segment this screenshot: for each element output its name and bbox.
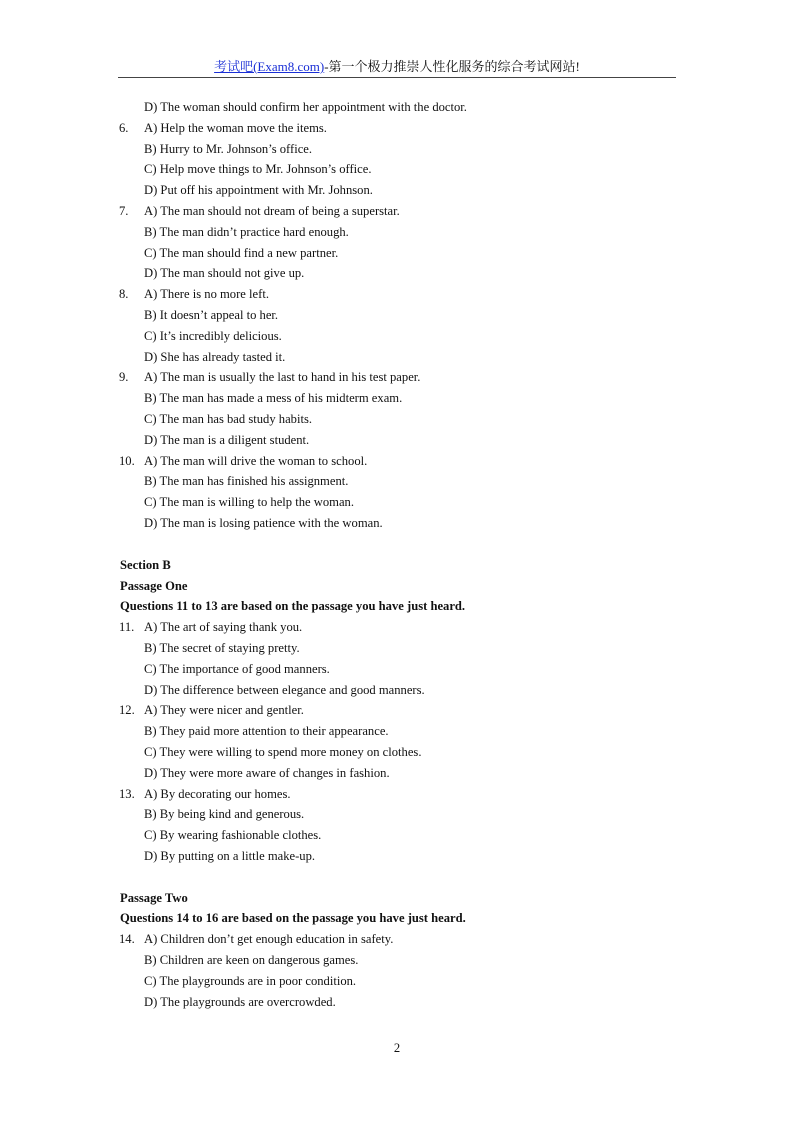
option-text: A) There is no more left. bbox=[144, 287, 269, 302]
option-text: C) The man has bad study habits. bbox=[144, 411, 313, 426]
option-text: D) The playgrounds are overcrowded. bbox=[144, 994, 336, 1009]
spacer bbox=[0, 867, 794, 888]
passage-heading: Passage One bbox=[120, 578, 188, 593]
passage-instructions: Questions 11 to 13 are based on the passage you have just heard. bbox=[120, 599, 466, 614]
question-number: 8. bbox=[119, 287, 129, 302]
passage-heading: Passage Two bbox=[120, 890, 188, 905]
option-text: B) The secret of staying pretty. bbox=[144, 640, 300, 655]
question-number: 13. bbox=[119, 786, 135, 801]
option-text: B) The man has made a mess of his midterm exam. bbox=[144, 391, 403, 406]
option-text: B) It doesn’t appeal to her. bbox=[144, 307, 279, 322]
option-text: D) The difference between elegance and good manners. bbox=[144, 682, 425, 697]
option-text: C) It’s incredibly delicious. bbox=[144, 328, 282, 343]
option-text: A) Children don’t get enough education in safety. bbox=[144, 932, 394, 947]
question-number: 9. bbox=[119, 370, 129, 385]
page-header bbox=[118, 58, 676, 78]
section-heading: Section B bbox=[120, 557, 171, 572]
option-text: D) The man should not give up. bbox=[144, 266, 305, 281]
option-text: C) By wearing fashionable clothes. bbox=[144, 828, 322, 843]
option-text: A) The art of saying thank you. bbox=[144, 620, 303, 635]
option-text: D) By putting on a little make-up. bbox=[144, 848, 316, 863]
question-number: 11. bbox=[119, 620, 135, 635]
page-content bbox=[0, 97, 794, 1012]
passage-instructions: Questions 14 to 16 are based on the passage you have just heard. bbox=[120, 911, 466, 926]
option-text: B) The man didn’t practice hard enough. bbox=[144, 224, 349, 239]
option-text: C) Help move things to Mr. Johnson’s office. bbox=[144, 162, 372, 177]
option-text: C) The man should find a new partner. bbox=[144, 245, 339, 260]
option-text: C) The playgrounds are in poor condition. bbox=[144, 973, 357, 988]
question-number: 6. bbox=[119, 120, 129, 135]
option-text: A) They were nicer and gentler. bbox=[144, 703, 304, 718]
option-text: B) Hurry to Mr. Johnson’s office. bbox=[144, 141, 313, 156]
question-number: 14. bbox=[119, 932, 135, 947]
question-number: 7. bbox=[119, 203, 129, 218]
option-text: B) They paid more attention to their appearance. bbox=[144, 724, 389, 739]
option-text: A) Help the woman move the items. bbox=[144, 120, 327, 135]
option-text: D) The man is losing patience with the woman. bbox=[144, 515, 383, 530]
question-number: 10. bbox=[119, 453, 135, 468]
option-text: B) Children are keen on dangerous games. bbox=[144, 953, 359, 968]
option-text: C) The importance of good manners. bbox=[144, 661, 330, 676]
page-number: 2 bbox=[393, 1041, 401, 1055]
option-text: D) Put off his appointment with Mr. Johnson. bbox=[144, 183, 373, 198]
spacer bbox=[0, 534, 794, 555]
option-text: A) The man is usually the last to hand in his test paper. bbox=[144, 370, 421, 385]
option-text: D) The man is a diligent student. bbox=[144, 432, 310, 447]
option-text: C) The man is willing to help the woman. bbox=[144, 495, 354, 510]
site-tagline: -第一个极力推崇人性化服务的综合考试网站! bbox=[324, 59, 580, 74]
option-text: B) By being kind and generous. bbox=[144, 807, 305, 822]
option-text: A) The man will drive the woman to school. bbox=[144, 453, 368, 468]
option-text: C) They were willing to spend more money on clothes. bbox=[144, 744, 422, 759]
option-text: B) The man has finished his assignment. bbox=[144, 474, 349, 489]
site-link[interactable]: 考试吧(Exam8.com) bbox=[214, 59, 325, 74]
option-text: D) She has already tasted it. bbox=[144, 349, 286, 364]
option-text: D) They were more aware of changes in fashion. bbox=[144, 765, 390, 780]
option-text: A) By decorating our homes. bbox=[144, 786, 291, 801]
question-number: 12. bbox=[119, 703, 135, 718]
option-text: D) The woman should confirm her appointment with the doctor. bbox=[144, 100, 467, 114]
option-text: A) The man should not dream of being a superstar. bbox=[144, 203, 400, 218]
